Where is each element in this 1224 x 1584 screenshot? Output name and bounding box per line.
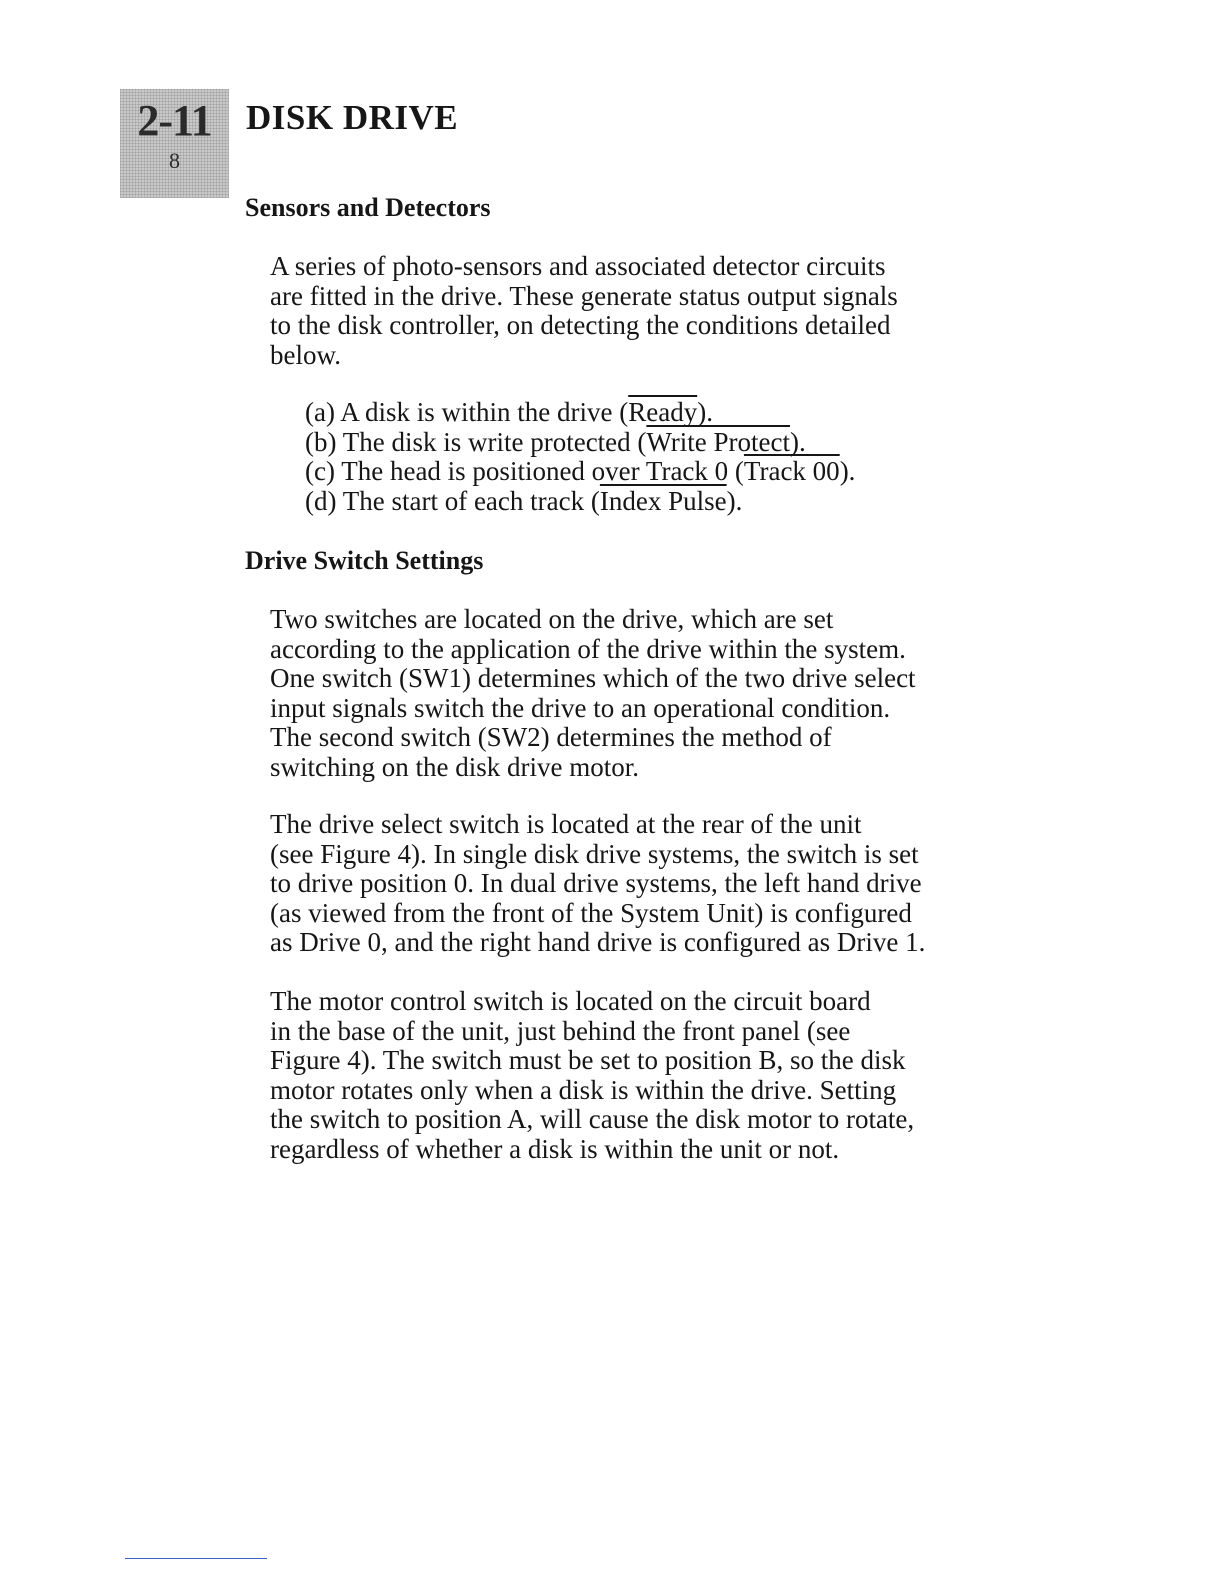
signal-name: Write Protect xyxy=(646,426,791,457)
section-tab xyxy=(120,89,229,198)
switch-settings-heading: Drive Switch Settings xyxy=(245,546,484,575)
text-line: The motor control switch is located on the circuit board xyxy=(270,986,871,1016)
text-line: regardless of whether a disk is within the unit or not. xyxy=(270,1133,840,1164)
text-line: in the base of the unit, just behind the front panel (see xyxy=(270,1015,851,1046)
page-title: DISK DRIVE xyxy=(246,98,459,137)
text-line: One switch (SW1) determines which of the two drive select xyxy=(270,663,916,693)
list-item: (a) A disk is within the drive (Ready). xyxy=(305,397,713,427)
signal-name: Index Pulse xyxy=(599,485,727,516)
text-line: input signals switch the drive to an operational condition. xyxy=(270,692,891,723)
text-line: as Drive 0, and the right hand drive is configured as Drive 1. xyxy=(270,927,926,957)
text-line: according to the application of the drive within the system. xyxy=(270,633,906,664)
text-line: to the disk controller, on detecting the conditions detailed xyxy=(270,310,891,340)
text-line: switching on the disk drive motor. xyxy=(270,751,639,782)
text-line: The second switch (SW2) determines the method of xyxy=(270,722,832,752)
section-subnumber: 8 xyxy=(169,148,180,173)
text-line: motor rotates only when a disk is within the drive. Setting xyxy=(270,1074,897,1105)
text-line: Two switches are located on the drive, which are set xyxy=(270,604,834,634)
sensor-conditions-list xyxy=(305,398,855,516)
text-line: the switch to position A, will cause the disk motor to rotate, xyxy=(270,1104,915,1134)
switches-paragraph-3 xyxy=(245,987,1005,1164)
list-item: (b) The disk is write protected (Write Protect). xyxy=(305,426,806,457)
footer-rule xyxy=(125,1558,267,1559)
section-number: 2-11 xyxy=(137,96,212,145)
sensors-paragraph xyxy=(245,252,1005,370)
signal-name: Ready xyxy=(628,397,698,427)
text-line: below. xyxy=(270,339,341,370)
list-item: (c) The head is positioned over Track 0 (Track 00). xyxy=(305,456,856,486)
text-line: (as viewed from the front of the System Unit) is configured xyxy=(270,897,912,928)
text-line: A series of photo-sensors and associated detector circuits xyxy=(270,251,886,281)
switches-paragraph-2 xyxy=(245,810,1005,958)
text-line: are fitted in the drive. These generate status output signals xyxy=(270,280,898,311)
switches-paragraph-1 xyxy=(245,605,1005,782)
text-line: (see Figure 4). In single disk drive systems, the switch is set xyxy=(270,838,919,869)
text-line: Figure 4). The switch must be set to position B, so the disk xyxy=(270,1045,906,1075)
list-item: (d) The start of each track (Index Pulse). xyxy=(305,485,743,516)
text-line: The drive select switch is located at the rear of the unit xyxy=(270,809,862,839)
signal-name: Track 00 xyxy=(743,456,840,486)
sensors-heading: Sensors and Detectors xyxy=(245,193,491,222)
text-line: to drive position 0. In dual drive systems, the left hand drive xyxy=(270,868,922,898)
